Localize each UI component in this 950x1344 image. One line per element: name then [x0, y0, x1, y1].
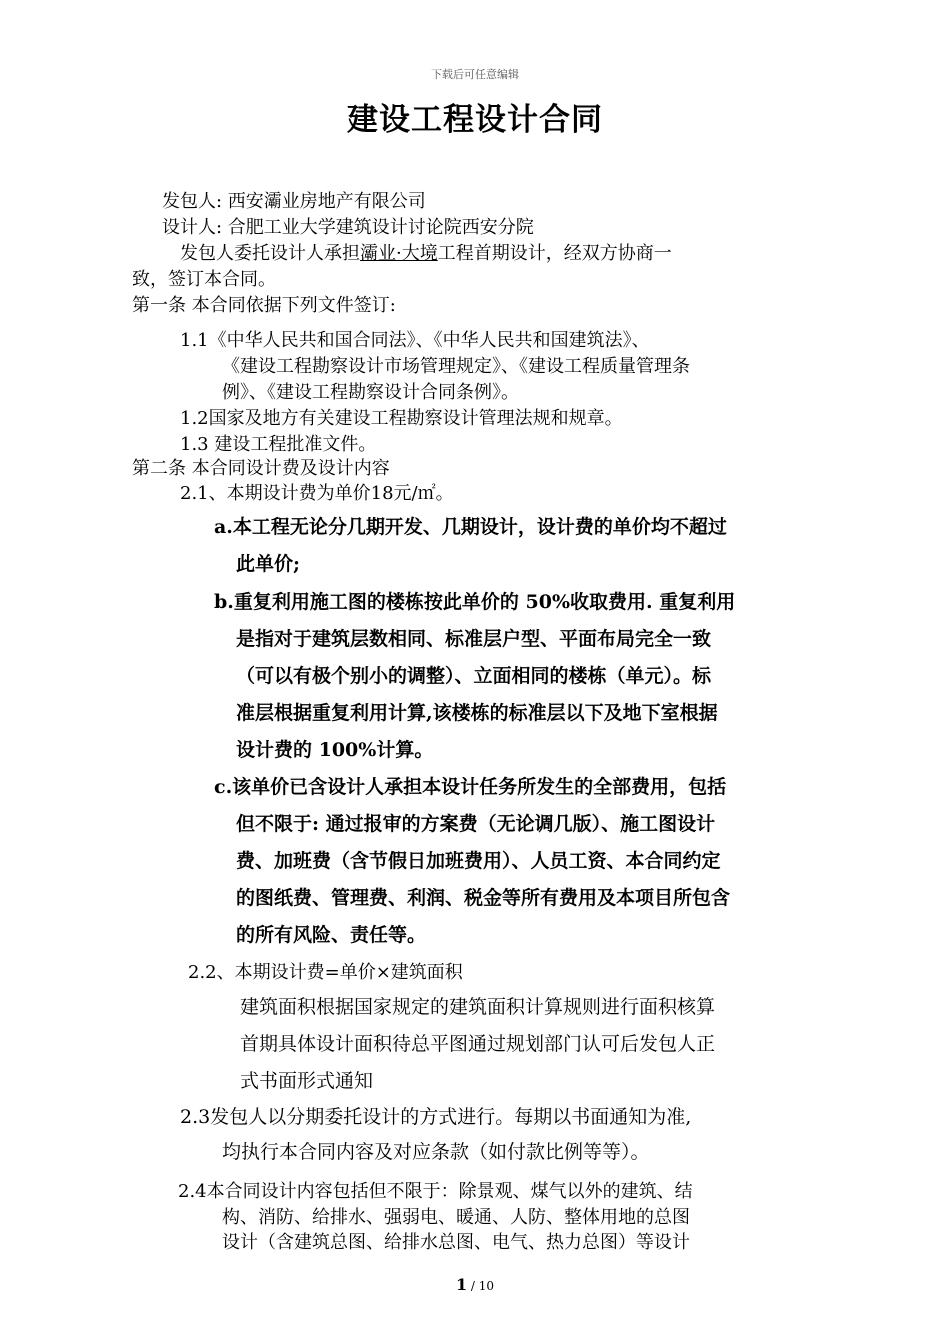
clause-c-line: 费、加班费（含节假日加班费用）、人员工资、本合同约定: [236, 850, 721, 872]
article1-item3: 1.3 建设工程批准文件。: [180, 434, 377, 455]
clause-a-line: 此单价;: [236, 553, 301, 575]
article2-item2-heading: 2.2、本期设计费=单价×建筑面积: [188, 962, 463, 983]
current-page: 1: [455, 1275, 468, 1294]
article2-item2-line: 首期具体设计面积待总平图通过规划部门认可后发包人正: [240, 1033, 716, 1055]
clause-b-line: b.重复利用施工图的楼栋按此单价的 50%收取费用. 重复利用: [214, 591, 736, 613]
project-name: 灞业·大境: [360, 243, 438, 264]
clause-c-line: 的图纸费、管理费、利润、税金等所有费用及本项目所包含: [236, 887, 731, 909]
article2-item4-line: 2.4本合同设计内容包括但不限于：除景观、煤气以外的建筑、结: [178, 1181, 693, 1202]
article2-item2-line: 建筑面积根据国家规定的建筑面积计算规则进行面积核算: [240, 996, 716, 1018]
article1-item2: 1.2国家及地方有关建设工程勘察设计管理法规和规章。: [180, 408, 623, 429]
party-employer: 发包人: 西安灞业房地产有限公司: [162, 191, 426, 212]
clause-b-line: （可以有极个别小的调整）、立面相同的楼栋（单元）。标: [236, 665, 712, 687]
article2-item4-line: 设计（含建筑总图、给排水总图、电气、热力总图）等设计: [222, 1232, 690, 1253]
clause-b-line: 准层根据重复利用计算,该楼栋的标准层以下及地下室根据: [236, 702, 718, 724]
article1-item1-line: 例》、《建设工程勘察设计合同条例》。: [222, 382, 519, 403]
intro-line-1: [180, 239, 672, 265]
intro-pre: 发包人委托设计人承担: [180, 243, 360, 264]
clause-c-line: c.该单价已含设计人承担本设计任务所发生的全部费用，包括: [214, 776, 727, 798]
article2-item4-line: 构、消防、给排水、强弱电、暖通、人防、整体用地的总图: [222, 1207, 690, 1228]
article1-heading: 第一条 本合同依据下列文件签订:: [132, 295, 396, 316]
document-title: 建设工程设计合同: [347, 102, 603, 138]
clause-a-line: a.本工程无论分几期开发、几期设计，设计费的单价均不超过: [214, 516, 727, 538]
article2-heading: 第二条 本合同设计费及设计内容: [132, 458, 390, 479]
article1-item1-line: 《建设工程勘察设计市场管理规定》、《建设工程质量管理条: [222, 356, 690, 377]
article2-item3-line: 2.3发包人以分期委托设计的方式进行。每期以书面通知为准,: [180, 1106, 692, 1128]
clause-c-line: 但不限于: 通过报审的方案费（无论调几版）、施工图设计: [236, 813, 716, 835]
total-pages: 10: [478, 1279, 495, 1293]
article1-item1-line: 1.1《中华人民共和国合同法》、《中华人民共和国建筑法》、: [180, 330, 650, 351]
page-separator: /: [467, 1279, 479, 1293]
article2-item2-line: 式书面形式通知: [240, 1070, 374, 1092]
header-note: 下载后可任意编辑: [431, 68, 519, 81]
page-number: [0, 1275, 950, 1294]
article2-item3-line: 均执行本合同内容及对应条款（如付款比例等等）。: [222, 1141, 650, 1163]
clause-b-line: 是指对于建筑层数相同、标准层户型、平面布局完全一致: [236, 628, 712, 650]
clause-b-line: 设计费的 100%计算。: [236, 739, 434, 761]
intro-post: 工程首期设计，经双方协商一: [437, 243, 672, 264]
article2-item1: 2.1、本期设计费为单价18元/㎡。: [180, 483, 454, 504]
party-designer: 设计人: 合肥工业大学建筑设计讨论院西安分院: [162, 217, 534, 238]
intro-line-2: 致，签订本合同。: [132, 269, 276, 290]
clause-c-line: 的所有风险、责任等。: [236, 924, 427, 946]
